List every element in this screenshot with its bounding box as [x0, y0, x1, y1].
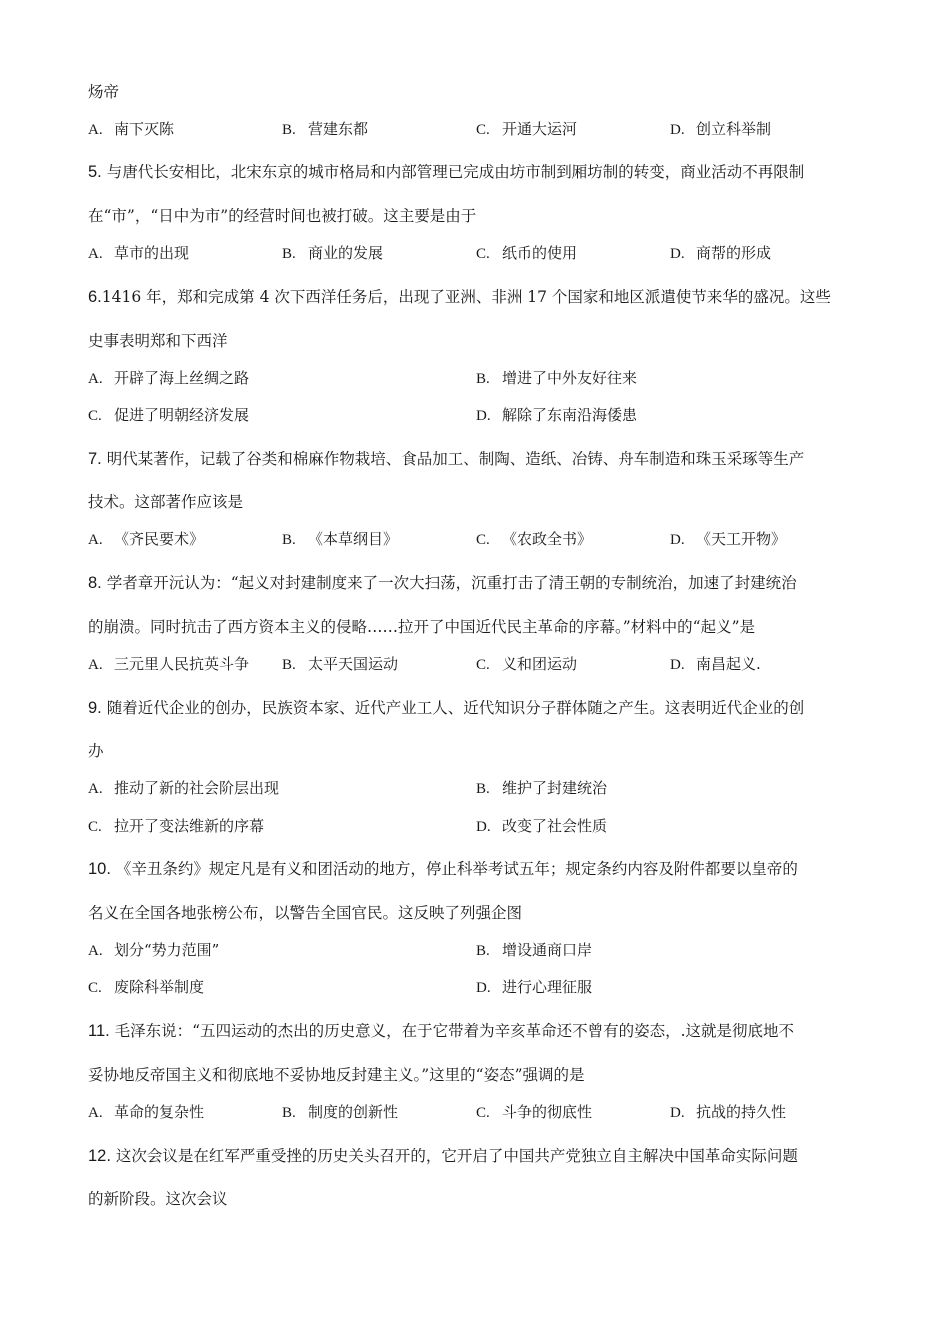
question-9-stem-line2 — [88, 741, 104, 761]
option-letter: A. — [88, 1105, 103, 1121]
option-letter: D. — [670, 246, 685, 262]
option-letter: B. — [282, 122, 296, 138]
option-text: 划分“势力范围” — [114, 941, 220, 959]
option-c — [476, 243, 577, 264]
option-letter: A. — [88, 657, 103, 673]
option-letter: A. — [88, 532, 103, 548]
option-text: 营建东都 — [308, 120, 369, 138]
option-a — [88, 529, 204, 550]
stem-text: 办 — [88, 742, 104, 760]
question-11-stem — [88, 1021, 794, 1041]
option-d — [476, 977, 592, 998]
option-c — [476, 119, 577, 140]
option-letter: B. — [476, 371, 490, 387]
option-text: 进行心理征服 — [502, 978, 593, 996]
option-a — [88, 243, 189, 264]
option-text: 《天工开物》 — [696, 530, 787, 548]
option-a — [88, 119, 174, 140]
option-d — [670, 119, 771, 140]
option-text: 《齐民要术》 — [114, 530, 205, 548]
option-text: 制度的创新性 — [308, 1103, 399, 1121]
option-letter: D. — [670, 122, 685, 138]
stem-text: 的崩溃。同时抗击了西方资本主义的侵略……拉开了中国近代民主革命的序幕。”材料中的“起义”是 — [88, 618, 756, 636]
option-c — [88, 977, 204, 998]
option-c — [88, 816, 264, 837]
option-text: 抗战的持久性 — [696, 1103, 787, 1121]
option-text: 推动了新的社会阶层出现 — [114, 779, 280, 797]
option-text: 促进了明朝经济发展 — [114, 406, 250, 424]
option-b — [476, 778, 607, 799]
option-text: 斗争的彻底性 — [502, 1103, 593, 1121]
stem-text: 1416 年，郑和完成第 4 次下西洋任务后，出现了亚洲、非洲 17 个国家和地区派遣使节来华的盛况。这些 — [101, 288, 831, 306]
option-text: 《本草纲目》 — [308, 530, 399, 548]
option-letter: A. — [88, 246, 103, 262]
option-text: 开通大运河 — [502, 120, 578, 138]
question-number: 10. — [88, 860, 111, 878]
option-d — [670, 243, 771, 264]
option-text: 南昌起义. — [696, 655, 761, 673]
option-text: 纸币的使用 — [502, 244, 578, 262]
option-letter: A. — [88, 943, 103, 959]
option-text: 增进了中外友好往来 — [502, 369, 638, 387]
stem-text: 炀帝 — [88, 83, 120, 101]
question-6-stem — [88, 287, 831, 307]
option-text: 草市的出现 — [114, 244, 190, 262]
question-12-stem-line2 — [88, 1189, 228, 1209]
question-number: 9. — [88, 699, 102, 717]
question-5-stem — [88, 162, 804, 182]
option-text: 商业的发展 — [308, 244, 384, 262]
question-5-stem-line2 — [88, 206, 476, 226]
option-letter: D. — [476, 819, 491, 835]
option-letter: A. — [88, 122, 103, 138]
stem-text: 随着近代企业的创办，民族资本家、近代产业工人、近代知识分子群体随之产生。这表明近代企业的创 — [106, 699, 805, 717]
option-letter: D. — [476, 408, 491, 424]
option-text: 创立科举制 — [696, 120, 772, 138]
option-c — [88, 405, 249, 426]
option-b — [282, 529, 398, 550]
option-letter: C. — [88, 980, 102, 996]
option-letter: C. — [476, 246, 490, 262]
option-a — [88, 368, 249, 389]
option-letter: A. — [88, 371, 103, 387]
option-d — [670, 654, 761, 675]
question-number: 12. — [88, 1147, 111, 1165]
stem-text: 《辛丑条约》规定凡是有义和团活动的地方，停止科举考试五年；规定条约内容及附件都要以皇帝的 — [115, 860, 798, 878]
option-d — [476, 405, 637, 426]
option-text: 解除了东南沿海倭患 — [502, 406, 638, 424]
option-text: 三元里人民抗英斗争 — [114, 655, 250, 673]
option-d — [670, 1102, 786, 1123]
option-b — [476, 368, 637, 389]
question-6-stem-line2 — [88, 331, 228, 351]
stem-text: 名义在全国各地张榜公布，以警告全国官民。这反映了列强企图 — [88, 904, 523, 922]
option-letter: B. — [476, 943, 490, 959]
stem-text: 在“市”，“日中为市”的经营时间也被打破。这主要是由于 — [88, 207, 477, 225]
option-letter: D. — [670, 657, 685, 673]
option-b — [282, 1102, 398, 1123]
option-a — [88, 778, 279, 799]
option-letter: C. — [476, 1105, 490, 1121]
question-number: 8. — [88, 574, 102, 592]
question-11-stem-line2 — [88, 1065, 585, 1085]
stem-text: 妥协地反帝国主义和彻底地不妥协地反封建主义。”这里的“姿态”强调的是 — [88, 1066, 585, 1084]
option-letter: C. — [88, 408, 102, 424]
option-text: 太平天国运动 — [308, 655, 399, 673]
option-text: 开辟了海上丝绸之路 — [114, 369, 250, 387]
question-number: 11. — [88, 1022, 110, 1040]
option-text: 《农政全书》 — [502, 530, 593, 548]
question-number: 5. — [88, 163, 102, 181]
question-7-stem-line2 — [88, 492, 243, 512]
option-letter: D. — [670, 532, 685, 548]
option-letter: C. — [88, 819, 102, 835]
option-letter: C. — [476, 532, 490, 548]
option-b — [282, 654, 398, 675]
option-text: 维护了封建统治 — [502, 779, 608, 797]
question-7-stem — [88, 449, 804, 469]
option-letter: C. — [476, 657, 490, 673]
option-letter: B. — [282, 1105, 296, 1121]
option-letter: A. — [88, 781, 103, 797]
option-a — [88, 940, 219, 961]
option-text: 增设通商口岸 — [502, 941, 593, 959]
option-text: 商帮的形成 — [696, 244, 772, 262]
option-text: 义和团运动 — [502, 655, 578, 673]
question-10-stem-line2 — [88, 903, 522, 923]
option-c — [476, 654, 577, 675]
stem-text: 史事表明郑和下西洋 — [88, 332, 228, 350]
stem-text: 毛泽东说：“五四运动的杰出的历史意义，在于它带着为辛亥革命还不曾有的姿态，.这就是彻底地不 — [114, 1022, 795, 1040]
option-c — [476, 1102, 592, 1123]
option-letter: B. — [476, 781, 490, 797]
question-10-stem — [88, 859, 798, 879]
option-letter: B. — [282, 532, 296, 548]
option-text: 废除科举制度 — [114, 978, 205, 996]
stem-text: 明代某著作，记载了谷类和棉麻作物栽培、食品加工、制陶、造纸、冶铸、舟车制造和珠玉采琢等生产 — [106, 450, 805, 468]
question-9-stem — [88, 698, 804, 718]
question-8-stem — [88, 573, 797, 593]
question-12-stem — [88, 1146, 798, 1166]
question-number: 6. — [88, 288, 102, 306]
stem-text: 这次会议是在红军严重受挫的历史关头召开的，它开启了中国共产党独立自主解决中国革命实际问题 — [115, 1147, 798, 1165]
option-a — [88, 1102, 204, 1123]
stem-text: 与唐代长安相比，北宋东京的城市格局和内部管理已完成由坊市制到厢坊制的转变，商业活动不再限制 — [106, 163, 805, 181]
option-letter: D. — [476, 980, 491, 996]
option-d — [670, 529, 786, 550]
stem-text: 学者章开沅认为：“起义对封建制度来了一次大扫荡，沉重打击了清王朝的专制统治，加速了封建统治 — [106, 574, 797, 592]
option-text: 拉开了变法维新的序幕 — [114, 817, 265, 835]
option-letter: C. — [476, 122, 490, 138]
option-b — [282, 119, 368, 140]
option-d — [476, 816, 607, 837]
option-letter: B. — [282, 246, 296, 262]
option-letter: B. — [282, 657, 296, 673]
stem-text: 技术。这部著作应该是 — [88, 493, 244, 511]
question-4-stem-tail — [88, 82, 119, 102]
option-a — [88, 654, 249, 675]
option-text: 南下灭陈 — [114, 120, 175, 138]
option-text: 改变了社会性质 — [502, 817, 608, 835]
option-letter: D. — [670, 1105, 685, 1121]
option-b — [282, 243, 383, 264]
option-c — [476, 529, 592, 550]
stem-text: 的新阶段。这次会议 — [88, 1190, 228, 1208]
question-number: 7. — [88, 450, 102, 468]
question-8-stem-line2 — [88, 617, 755, 637]
option-text: 革命的复杂性 — [114, 1103, 205, 1121]
option-b — [476, 940, 592, 961]
